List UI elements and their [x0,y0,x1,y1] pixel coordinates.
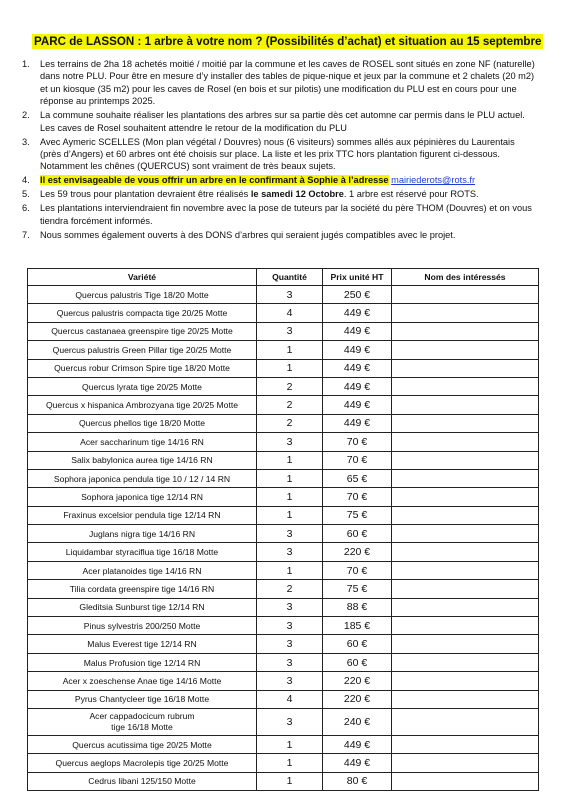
cell-quantity: 4 [257,304,323,322]
cell-variety: Quercus palustris Green Pillar tige 20/25 Motte [28,341,257,359]
cell-price: 75 € [323,580,392,598]
cell-variety: Malus Profusion tige 12/14 RN [28,653,257,671]
cell-interested-names[interactable] [392,469,539,487]
cell-interested-names[interactable] [392,598,539,616]
cell-price: 75 € [323,506,392,524]
table-row [28,754,539,772]
table-row [28,543,539,561]
cell-price: 220 € [323,543,392,561]
header-variety: Variété [28,269,257,286]
cell-price: 449 € [323,377,392,395]
title-text: PARC de LASSON : 1 arbre à votre nom ? (Possibilités d’achat) et situation au 15 septembre [34,35,542,48]
cell-variety: Pinus sylvestris 200/250 Motte [28,617,257,635]
list-item-number: 7. [22,229,30,240]
list-item-text [40,59,535,106]
cell-interested-names[interactable] [392,543,539,561]
list-item-number: 2. [22,110,30,121]
cell-price: 88 € [323,598,392,616]
cell-variety: Pyrus Chantycleer tige 16/18 Motte [28,690,257,708]
table-row [28,735,539,753]
cell-quantity: 2 [257,396,323,414]
cell-interested-names[interactable] [392,488,539,506]
cell-variety: Salix babylonica aurea tige 14/16 RN [28,451,257,469]
table-header-row [28,269,539,286]
highlighted-text: Il est envisageable de vous offrir un arbre en le confirmant à Sophie à l’adresse [40,175,389,186]
cell-interested-names[interactable] [392,635,539,653]
cell-quantity: 1 [257,451,323,469]
list-item-text [40,203,532,225]
cell-price: 449 € [323,304,392,322]
cell-quantity: 1 [257,506,323,524]
cell-price: 60 € [323,635,392,653]
header-quantity: Quantité [257,269,323,286]
text-segment: Nous sommes également ouverts à des DONS d’arbres qui seraient jugés compatibles avec le projet. [40,229,456,240]
table-row [28,525,539,543]
table-row [28,469,539,487]
table-row [28,304,539,322]
cell-interested-names[interactable] [392,286,539,304]
cell-quantity: 3 [257,708,323,735]
list-item-number: 1. [22,59,30,69]
list-item [22,109,537,134]
cell-price: 70 € [323,488,392,506]
cell-variety: Quercus phellos tige 18/20 Motte [28,414,257,432]
cell-quantity: 3 [257,617,323,635]
cell-quantity: 4 [257,690,323,708]
list-item-text [40,230,455,240]
table-row [28,506,539,524]
numbered-list [22,58,537,243]
cell-interested-names[interactable] [392,433,539,451]
list-item [22,58,537,108]
cell-price: 449 € [323,754,392,772]
list-item [22,188,537,200]
table-row [28,653,539,671]
text-segment: Les plantations interviendraient fin novembre avec la pose de tuteurs par la société du père THOM (Douvres) et on vous tiendra forcément informés. [40,203,532,226]
cell-interested-names[interactable] [392,396,539,414]
cell-variety: Quercus lyrata tige 20/25 Motte [28,377,257,395]
cell-interested-names[interactable] [392,653,539,671]
cell-price: 449 € [323,359,392,377]
cell-interested-names[interactable] [392,451,539,469]
cell-price: 250 € [323,286,392,304]
cell-price: 449 € [323,341,392,359]
cell-quantity: 1 [257,488,323,506]
cell-quantity: 3 [257,653,323,671]
text-segment: Avec Aymeric SCELLES (Mon plan végétal / Douvres) nous (6 visiteurs) sommes allés aux pépinières du Laurentais (près d’Angers) et 60 arbres ont été choisis sur place. La liste et les prix TTC hors plantation figurent ci-dessous. Notamment les chênes (QUERCUS) sont vraiment de très beaux sujets. [40,136,515,172]
table-row [28,598,539,616]
table-row [28,488,539,506]
cell-quantity: 2 [257,377,323,395]
cell-interested-names[interactable] [392,708,539,735]
cell-price: 70 € [323,433,392,451]
table-row [28,617,539,635]
cell-interested-names[interactable] [392,525,539,543]
cell-variety: Malus Everest tige 12/14 RN [28,635,257,653]
cell-interested-names[interactable] [392,359,539,377]
list-item-number: 6. [22,203,30,214]
cell-quantity: 1 [257,754,323,772]
cell-price: 449 € [323,322,392,340]
header-interested-names: Nom des intéressés [392,269,539,286]
list-item [22,229,537,241]
table-row [28,561,539,579]
cell-variety: Quercus x hispanica Ambrozyana tige 20/25 Motte [28,396,257,414]
text-segment: La commune souhaite réaliser les plantations des arbres sur sa partie dès cet automne car permis dans le PLU actuel. Les caves de Rosel souhaitent attendre le retour de la modification du PLU [40,110,525,133]
cell-quantity: 1 [257,561,323,579]
list-item-text [40,137,515,172]
cell-interested-names[interactable] [392,561,539,579]
table-row [28,286,539,304]
cell-quantity: 1 [257,735,323,753]
cell-quantity: 1 [257,341,323,359]
cell-price: 80 € [323,772,392,790]
cell-price: 60 € [323,653,392,671]
cell-interested-names[interactable] [392,772,539,790]
cell-interested-names[interactable] [392,377,539,395]
cell-variety: Sophora japonica pendula tige 10 / 12 / 14 RN [28,469,257,487]
cell-price: 70 € [323,451,392,469]
list-item [22,202,537,227]
cell-quantity: 3 [257,543,323,561]
cell-interested-names[interactable] [392,672,539,690]
cell-variety: Acer platanoides tige 14/16 RN [28,561,257,579]
cell-interested-names[interactable] [392,580,539,598]
cell-variety: Quercus acutissima tige 20/25 Motte [28,735,257,753]
cell-interested-names[interactable] [392,304,539,322]
list-item [22,136,537,173]
table-row [28,672,539,690]
cell-quantity: 3 [257,598,323,616]
table-row [28,451,539,469]
table-row [28,708,539,735]
cell-quantity: 3 [257,433,323,451]
cell-variety: Quercus castanaea greenspire tige 20/25 Motte [28,322,257,340]
cell-interested-names[interactable] [392,341,539,359]
cell-variety: Juglans nigra tige 14/16 RN [28,525,257,543]
cell-variety: Quercus aeglops Macrolepis tige 20/25 Motte [28,754,257,772]
cell-price: 449 € [323,735,392,753]
table-row [28,772,539,790]
list-item [22,174,537,186]
cell-variety: Cedrus libani 125/150 Motte [28,772,257,790]
table-row [28,341,539,359]
table-row [28,396,539,414]
table-row [28,322,539,340]
cell-price: 449 € [323,414,392,432]
list-item-text [40,175,475,185]
cell-quantity: 3 [257,525,323,543]
cell-quantity: 3 [257,672,323,690]
list-item-number: 3. [22,136,30,147]
table-row [28,359,539,377]
bold-text: le samedi 12 Octobre [250,189,344,200]
header-price: Prix unité HT [323,269,392,286]
cell-quantity: 2 [257,580,323,598]
cell-price: 220 € [323,672,392,690]
list-item-number: 5. [22,189,30,200]
cell-quantity: 3 [257,322,323,340]
cell-quantity: 2 [257,414,323,432]
email-link[interactable]: mairiederots@rots.fr [391,175,476,186]
list-item-number: 4. [22,175,30,186]
table-row [28,690,539,708]
plants-table [27,268,539,791]
cell-interested-names[interactable] [392,690,539,708]
cell-quantity: 1 [257,469,323,487]
cell-interested-names[interactable] [392,754,539,772]
cell-price: 185 € [323,617,392,635]
cell-variety: Quercus robur Crimson Spire tige 18/20 Motte [28,359,257,377]
cell-interested-names[interactable] [392,617,539,635]
cell-price: 449 € [323,396,392,414]
variety-line-1: Acer cappadocicum rubrum [89,710,195,721]
cell-price: 240 € [323,708,392,735]
cell-variety: Liquidambar styraciflua tige 16/18 Motte [28,543,257,561]
cell-price: 70 € [323,561,392,579]
cell-variety [28,708,257,735]
cell-price: 60 € [323,525,392,543]
cell-variety: Sophora japonica tige 12/14 RN [28,488,257,506]
cell-interested-names[interactable] [392,506,539,524]
document-title [32,33,542,51]
table-row [28,635,539,653]
variety-line-2: tige 16/18 Motte [111,721,173,732]
table-row [28,377,539,395]
cell-price: 65 € [323,469,392,487]
cell-variety: Quercus palustris Tige 18/20 Motte [28,286,257,304]
cell-price: 220 € [323,690,392,708]
cell-interested-names[interactable] [392,322,539,340]
cell-quantity: 3 [257,286,323,304]
cell-quantity: 1 [257,772,323,790]
cell-variety: Gleditsia Sunburst tige 12/14 RN [28,598,257,616]
cell-interested-names[interactable] [392,735,539,753]
text-segment: Les terrains de 2ha 18 achetés moitié / moitié par la commune et les caves de ROSEL sont situés en zone NF (naturelle) dans notre PLU. Pour être en mesure d’y installer des tables de pique-nique et jeux par la commune et 2 chalets (20 m2) et un kiosque (35 m2) pour les caves de Rosel (en bois et sur pilotis) une modification du PLU est en cours pour une réponse au printemps 2025. [40,59,535,107]
cell-variety: Tilia cordata greenspire tige 14/16 RN [28,580,257,598]
cell-variety: Acer saccharinum tige 14/16 RN [28,433,257,451]
cell-interested-names[interactable] [392,414,539,432]
cell-variety: Quercus palustris compacta tige 20/25 Motte [28,304,257,322]
text-segment: Les 59 trous pour plantation devraient être réalisés [40,189,251,200]
cell-variety: Acer x zoeschense Anae tige 14/16 Motte [28,672,257,690]
text-segment: . 1 arbre est réservé pour ROTS. [343,189,479,200]
list-item-text [40,110,525,132]
list-item-text [40,189,479,199]
cell-variety: Fraxinus excelsior pendula tige 12/14 RN [28,506,257,524]
cell-quantity: 3 [257,635,323,653]
cell-quantity: 1 [257,359,323,377]
table-row [28,433,539,451]
table-row [28,414,539,432]
table-row [28,580,539,598]
